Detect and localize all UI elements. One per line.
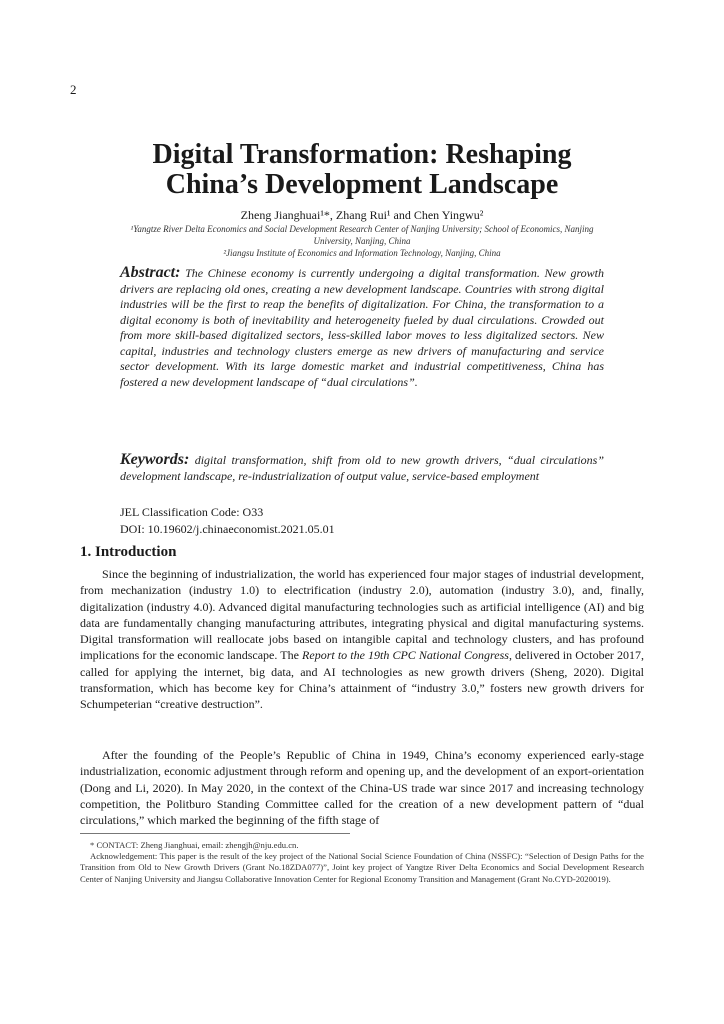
paragraph-1-end: , delivered in October 2017, called for applying the internet, big data, and AI technologies as new growth drivers (Sheng, 2020). Digital transformation, which has become key for China’s attainment of “industry 3.0,” fosters new growth drivers for Schumpeterian “creative destruction”. [80,648,645,712]
paragraph-2 [80,747,644,828]
keywords-text: digital transformation, shift from old to new growth drivers, “dual circulations” development landscape, re-industrialization of output value, service-based employment [120,453,604,483]
page-number: 2 [70,82,77,97]
affiliation-2: ²Jiangsu Institute of Economics and Information Technology, Nanjing, China [223,248,501,258]
affiliation-1-line-1: ¹Yangtze River Delta Economics and Social Development Research Center of Nanjing University; School of Economics, Nanjing [130,224,594,234]
paragraph-1 [80,566,644,713]
paper-title [80,140,644,200]
abstract [120,265,604,390]
jel-code: JEL Classification Code: O33 [120,505,264,519]
section-heading: 1. Introduction [80,544,177,560]
footnote-divider [80,833,350,834]
footnote-contact: * CONTACT: Zheng Jianghuai, email: zhengjh@nju.edu.cn. [90,840,299,850]
footnote-acknowledgement: Acknowledgement: This paper is the result of the key project of the National Social Science Foundation of China (NSSFC): “Selection of Design Paths for the Transition from Old to New Growth Drivers (Grant No.18ZDA077)”, Joint key project of Yangtze River Delta Economics and Social Development Research Center of Nanjing University and Jiangsu Collaborative Innovation Center for Regional Economy Transition and Management (Grant No.CYD-2020019). [80,851,644,884]
paragraph-1-start: Since the beginning of industrialization, the world has experienced four major stages of industrial development, from mechanization (industry 1.0) to electrification (industry 2.0), automation (industry 3.0), and, finally, digitalization (industry 4.0). Advanced digital manufacturing technologies such as artificial intelligence (AI) and big data are fundamentally changing manufacturing attributes, integrating physical and digital manufacturing systems. Digital transformation will reallocate jobs based on intangible capital and technology clusters, and has profound implications for the economic landscape. The [80,567,644,663]
keywords-label: Keywords: [120,451,190,468]
affiliations [110,223,614,259]
keywords [120,452,604,484]
footnotes [80,840,644,885]
doi: DOI: 10.19602/j.chinaeconomist.2021.05.01 [120,522,335,536]
paragraph-2-text: After the founding of the People’s Republic of China in 1949, China’s economy experienced early-stage industrialization, economic adjustment through reform and opening up, and the development of an export-orientation (Dong and Li, 2020). In May 2020, in the context of the China-US trade war since 2017 and increasing technology competition, the Politburo Standing Committee called for the creation of a new development pattern of “dual circulations,” which marked the beginning of the fifth stage of [80,748,644,828]
title-line-2: China’s Development Landscape [165,169,559,200]
report-title: Report to the 19th CPC National Congress [302,648,509,663]
abstract-text: The Chinese economy is currently undergoing a digital transformation. New growth drivers are replacing old ones, creating a new development landscape. Countries with strong digital industries will be the first to reap the benefits of digitalization. For China, the transformation to a digital economy is both of inevitability and heterogeneity fueled by dual circulations. Crowded out from more skill-based digitalized sectors, less-skilled labor moves to less digitalized sectors. New capital, industries and technology clusters emerge as new drivers of manufacturing and service sector development. With its large domestic market and industrial competitiveness, China has fostered a new development landscape of “dual circulations”. [120,266,605,389]
affiliation-1-line-2: University, Nanjing, China [313,236,411,246]
title-line-1: Digital Transformation: Reshaping [152,139,572,170]
abstract-label: Abstract: [120,264,181,281]
authors: Zheng Jianghuai¹*, Zhang Rui¹ and Chen Yingwu² [240,208,484,222]
